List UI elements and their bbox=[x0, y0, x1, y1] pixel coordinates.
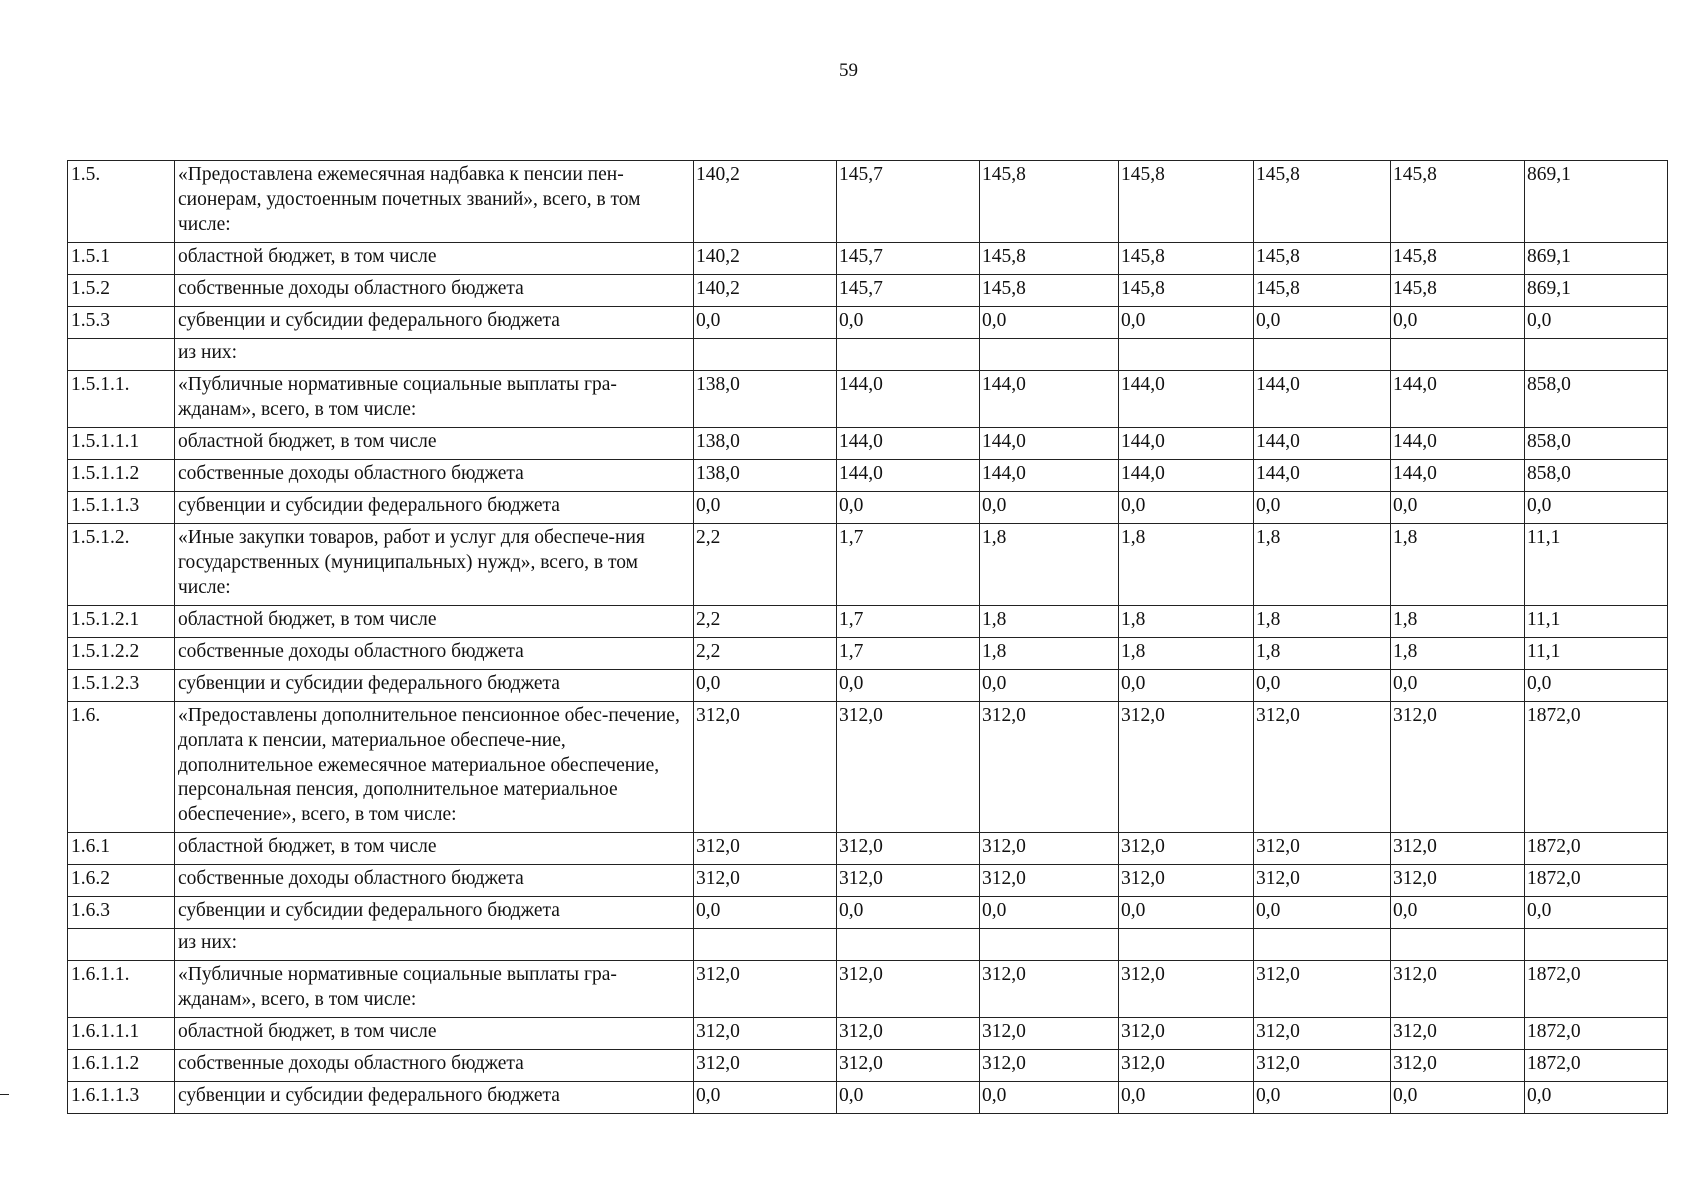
table-row bbox=[68, 929, 1668, 961]
value-cell: 1872,0 bbox=[1525, 865, 1668, 897]
value-cell: 145,8 bbox=[1391, 242, 1525, 274]
value-cell bbox=[1391, 929, 1525, 961]
row-label: собственные доходы областного бюджета bbox=[175, 865, 694, 897]
value-cell: 0,0 bbox=[837, 1082, 980, 1114]
row-label: «Публичные нормативные социальные выплаты гра-жданам», всего, в том числе: bbox=[175, 961, 694, 1018]
value-cell bbox=[1254, 338, 1391, 370]
row-code: 1.5.1 bbox=[68, 242, 175, 274]
value-cell: 145,7 bbox=[837, 242, 980, 274]
row-label: собственные доходы областного бюджета bbox=[175, 459, 694, 491]
value-cell: 0,0 bbox=[1391, 491, 1525, 523]
value-cell: 140,2 bbox=[694, 242, 837, 274]
value-cell: 144,0 bbox=[980, 459, 1119, 491]
value-cell: 1872,0 bbox=[1525, 961, 1668, 1018]
row-code: 1.6.1.1. bbox=[68, 961, 175, 1018]
value-cell: 145,8 bbox=[1391, 161, 1525, 243]
table-row bbox=[68, 833, 1668, 865]
value-cell: 0,0 bbox=[1525, 1082, 1668, 1114]
value-cell: 0,0 bbox=[837, 306, 980, 338]
value-cell bbox=[980, 338, 1119, 370]
value-cell bbox=[694, 338, 837, 370]
value-cell: 312,0 bbox=[1391, 1018, 1525, 1050]
table-row bbox=[68, 491, 1668, 523]
value-cell: 1,7 bbox=[837, 605, 980, 637]
value-cell: 312,0 bbox=[1119, 1018, 1254, 1050]
row-code bbox=[68, 929, 175, 961]
row-label: областной бюджет, в том числе bbox=[175, 1018, 694, 1050]
row-code: 1.6.3 bbox=[68, 897, 175, 929]
value-cell: 0,0 bbox=[1525, 897, 1668, 929]
value-cell: 144,0 bbox=[1391, 459, 1525, 491]
value-cell: 0,0 bbox=[1119, 306, 1254, 338]
row-code: 1.6.1 bbox=[68, 833, 175, 865]
value-cell: 869,1 bbox=[1525, 242, 1668, 274]
value-cell: 0,0 bbox=[1525, 491, 1668, 523]
value-cell: 144,0 bbox=[980, 427, 1119, 459]
value-cell: 869,1 bbox=[1525, 274, 1668, 306]
table-row bbox=[68, 865, 1668, 897]
value-cell: 312,0 bbox=[1391, 833, 1525, 865]
value-cell: 0,0 bbox=[980, 669, 1119, 701]
row-code: 1.5.2 bbox=[68, 274, 175, 306]
value-cell: 0,0 bbox=[1525, 306, 1668, 338]
value-cell: 312,0 bbox=[1254, 833, 1391, 865]
row-code: 1.5.1.2.2 bbox=[68, 637, 175, 669]
table-row bbox=[68, 897, 1668, 929]
row-label: из них: bbox=[175, 338, 694, 370]
table-row bbox=[68, 459, 1668, 491]
value-cell: 312,0 bbox=[1119, 961, 1254, 1018]
value-cell: 1,8 bbox=[1119, 523, 1254, 605]
value-cell: 145,8 bbox=[1119, 161, 1254, 243]
margin-mark bbox=[0, 1094, 9, 1095]
row-label: «Иные закупки товаров, работ и услуг для обеспече-ния государственных (муниципальных) нужд», всего, в том числе: bbox=[175, 523, 694, 605]
row-code: 1.5.3 bbox=[68, 306, 175, 338]
value-cell: 312,0 bbox=[694, 865, 837, 897]
value-cell: 312,0 bbox=[1391, 701, 1525, 833]
value-cell: 1,7 bbox=[837, 637, 980, 669]
value-cell: 0,0 bbox=[837, 897, 980, 929]
value-cell: 1,8 bbox=[1391, 523, 1525, 605]
value-cell: 312,0 bbox=[694, 1018, 837, 1050]
value-cell: 1,8 bbox=[1254, 605, 1391, 637]
row-code: 1.5.1.2.1 bbox=[68, 605, 175, 637]
row-label: собственные доходы областного бюджета bbox=[175, 1050, 694, 1082]
value-cell: 2,2 bbox=[694, 605, 837, 637]
value-cell: 312,0 bbox=[837, 961, 980, 1018]
value-cell: 0,0 bbox=[837, 669, 980, 701]
row-code: 1.5.1.2. bbox=[68, 523, 175, 605]
value-cell: 312,0 bbox=[1391, 961, 1525, 1018]
table-row bbox=[68, 161, 1668, 243]
value-cell: 11,1 bbox=[1525, 523, 1668, 605]
row-code: 1.5.1.1.3 bbox=[68, 491, 175, 523]
value-cell: 1,8 bbox=[980, 637, 1119, 669]
row-label: из них: bbox=[175, 929, 694, 961]
value-cell: 1,7 bbox=[837, 523, 980, 605]
value-cell: 144,0 bbox=[837, 427, 980, 459]
table-body bbox=[68, 161, 1668, 1114]
value-cell: 312,0 bbox=[837, 1050, 980, 1082]
row-code: 1.5.1.1.2 bbox=[68, 459, 175, 491]
value-cell: 312,0 bbox=[1254, 1018, 1391, 1050]
value-cell: 869,1 bbox=[1525, 161, 1668, 243]
value-cell: 1872,0 bbox=[1525, 1018, 1668, 1050]
row-label: областной бюджет, в том числе bbox=[175, 427, 694, 459]
row-code: 1.6. bbox=[68, 701, 175, 833]
value-cell: 0,0 bbox=[980, 897, 1119, 929]
value-cell: 312,0 bbox=[980, 961, 1119, 1018]
value-cell: 312,0 bbox=[1254, 865, 1391, 897]
value-cell: 858,0 bbox=[1525, 427, 1668, 459]
table-row bbox=[68, 605, 1668, 637]
value-cell: 312,0 bbox=[980, 1018, 1119, 1050]
value-cell: 312,0 bbox=[1391, 865, 1525, 897]
table-row bbox=[68, 274, 1668, 306]
value-cell: 145,8 bbox=[980, 242, 1119, 274]
value-cell bbox=[1119, 929, 1254, 961]
row-code: 1.5. bbox=[68, 161, 175, 243]
table-row bbox=[68, 669, 1668, 701]
value-cell: 0,0 bbox=[980, 306, 1119, 338]
value-cell: 312,0 bbox=[1119, 833, 1254, 865]
value-cell: 312,0 bbox=[980, 833, 1119, 865]
row-label: областной бюджет, в том числе bbox=[175, 242, 694, 274]
value-cell: 1,8 bbox=[1391, 605, 1525, 637]
value-cell: 0,0 bbox=[694, 491, 837, 523]
value-cell bbox=[694, 929, 837, 961]
value-cell: 145,7 bbox=[837, 274, 980, 306]
value-cell: 145,7 bbox=[837, 161, 980, 243]
value-cell: 144,0 bbox=[1254, 427, 1391, 459]
row-code: 1.6.2 bbox=[68, 865, 175, 897]
row-label: собственные доходы областного бюджета bbox=[175, 637, 694, 669]
value-cell: 0,0 bbox=[1254, 669, 1391, 701]
table-row bbox=[68, 427, 1668, 459]
value-cell: 145,8 bbox=[1254, 274, 1391, 306]
row-label: субвенции и субсидии федерального бюджета bbox=[175, 491, 694, 523]
value-cell: 312,0 bbox=[980, 1050, 1119, 1082]
value-cell: 144,0 bbox=[837, 459, 980, 491]
value-cell: 312,0 bbox=[1119, 701, 1254, 833]
value-cell: 312,0 bbox=[837, 833, 980, 865]
table-row bbox=[68, 1018, 1668, 1050]
value-cell bbox=[1119, 338, 1254, 370]
value-cell: 0,0 bbox=[837, 491, 980, 523]
value-cell: 144,0 bbox=[1254, 370, 1391, 427]
value-cell: 1,8 bbox=[1119, 605, 1254, 637]
row-label: собственные доходы областного бюджета bbox=[175, 274, 694, 306]
value-cell: 0,0 bbox=[1391, 1082, 1525, 1114]
row-code: 1.5.1.1.1 bbox=[68, 427, 175, 459]
row-label: «Публичные нормативные социальные выплаты гра-жданам», всего, в том числе: bbox=[175, 370, 694, 427]
value-cell: 312,0 bbox=[1391, 1050, 1525, 1082]
value-cell: 0,0 bbox=[1119, 491, 1254, 523]
value-cell: 0,0 bbox=[1254, 1082, 1391, 1114]
value-cell: 312,0 bbox=[1119, 1050, 1254, 1082]
table-row bbox=[68, 1082, 1668, 1114]
value-cell: 145,8 bbox=[1119, 274, 1254, 306]
row-label: областной бюджет, в том числе bbox=[175, 605, 694, 637]
value-cell: 11,1 bbox=[1525, 605, 1668, 637]
value-cell: 138,0 bbox=[694, 459, 837, 491]
value-cell: 1872,0 bbox=[1525, 1050, 1668, 1082]
row-code: 1.6.1.1.1 bbox=[68, 1018, 175, 1050]
value-cell: 312,0 bbox=[1254, 1050, 1391, 1082]
value-cell: 145,8 bbox=[1119, 242, 1254, 274]
value-cell: 1,8 bbox=[980, 523, 1119, 605]
value-cell: 0,0 bbox=[980, 1082, 1119, 1114]
value-cell: 312,0 bbox=[980, 701, 1119, 833]
value-cell: 1,8 bbox=[1254, 523, 1391, 605]
table-row bbox=[68, 1050, 1668, 1082]
value-cell: 144,0 bbox=[1119, 370, 1254, 427]
value-cell: 0,0 bbox=[694, 897, 837, 929]
table-row bbox=[68, 370, 1668, 427]
value-cell: 138,0 bbox=[694, 370, 837, 427]
value-cell: 0,0 bbox=[1525, 669, 1668, 701]
value-cell: 0,0 bbox=[1119, 669, 1254, 701]
value-cell: 858,0 bbox=[1525, 370, 1668, 427]
row-code bbox=[68, 338, 175, 370]
row-label: областной бюджет, в том числе bbox=[175, 833, 694, 865]
value-cell: 0,0 bbox=[1119, 897, 1254, 929]
value-cell bbox=[837, 929, 980, 961]
row-label: субвенции и субсидии федерального бюджета bbox=[175, 306, 694, 338]
value-cell: 145,8 bbox=[1254, 161, 1391, 243]
table-row bbox=[68, 637, 1668, 669]
value-cell bbox=[1254, 929, 1391, 961]
row-label: «Предоставлены дополнительное пенсионное обес-печение, доплата к пенсии, материальное обеспече-ние, дополнительное ежемесячное материальное обеспечение, персональная пенсия, дополнительное материальное обеспечение», всего, в том числе: bbox=[175, 701, 694, 833]
value-cell bbox=[1525, 338, 1668, 370]
value-cell bbox=[1525, 929, 1668, 961]
value-cell: 312,0 bbox=[1254, 701, 1391, 833]
value-cell: 312,0 bbox=[694, 701, 837, 833]
value-cell: 0,0 bbox=[1119, 1082, 1254, 1114]
row-code: 1.6.1.1.2 bbox=[68, 1050, 175, 1082]
value-cell: 312,0 bbox=[694, 833, 837, 865]
value-cell: 144,0 bbox=[1119, 427, 1254, 459]
row-label: субвенции и субсидии федерального бюджета bbox=[175, 897, 694, 929]
value-cell: 0,0 bbox=[1254, 306, 1391, 338]
table-row bbox=[68, 523, 1668, 605]
table-row bbox=[68, 701, 1668, 833]
table-row bbox=[68, 306, 1668, 338]
value-cell: 1,8 bbox=[1119, 637, 1254, 669]
value-cell: 140,2 bbox=[694, 161, 837, 243]
value-cell: 144,0 bbox=[1254, 459, 1391, 491]
row-label: субвенции и субсидии федерального бюджета bbox=[175, 669, 694, 701]
value-cell: 140,2 bbox=[694, 274, 837, 306]
value-cell: 312,0 bbox=[1254, 961, 1391, 1018]
value-cell: 11,1 bbox=[1525, 637, 1668, 669]
value-cell: 144,0 bbox=[837, 370, 980, 427]
value-cell: 858,0 bbox=[1525, 459, 1668, 491]
value-cell bbox=[837, 338, 980, 370]
value-cell: 0,0 bbox=[694, 669, 837, 701]
value-cell: 138,0 bbox=[694, 427, 837, 459]
row-code: 1.5.1.1. bbox=[68, 370, 175, 427]
value-cell: 2,2 bbox=[694, 523, 837, 605]
value-cell: 144,0 bbox=[1391, 370, 1525, 427]
value-cell: 1872,0 bbox=[1525, 701, 1668, 833]
value-cell bbox=[980, 929, 1119, 961]
row-label: субвенции и субсидии федерального бюджета bbox=[175, 1082, 694, 1114]
value-cell: 1,8 bbox=[1391, 637, 1525, 669]
value-cell: 0,0 bbox=[1254, 897, 1391, 929]
value-cell: 1,8 bbox=[1254, 637, 1391, 669]
value-cell: 145,8 bbox=[1391, 274, 1525, 306]
value-cell: 0,0 bbox=[694, 306, 837, 338]
value-cell: 312,0 bbox=[837, 1018, 980, 1050]
value-cell: 0,0 bbox=[1391, 669, 1525, 701]
value-cell: 0,0 bbox=[1391, 897, 1525, 929]
value-cell: 145,8 bbox=[1254, 242, 1391, 274]
value-cell: 0,0 bbox=[694, 1082, 837, 1114]
value-cell: 312,0 bbox=[694, 1050, 837, 1082]
value-cell: 144,0 bbox=[1119, 459, 1254, 491]
value-cell: 312,0 bbox=[694, 961, 837, 1018]
row-code: 1.6.1.1.3 bbox=[68, 1082, 175, 1114]
page-number: 59 bbox=[839, 60, 858, 81]
value-cell: 145,8 bbox=[980, 161, 1119, 243]
value-cell: 0,0 bbox=[1391, 306, 1525, 338]
row-code: 1.5.1.2.3 bbox=[68, 669, 175, 701]
table-row bbox=[68, 961, 1668, 1018]
value-cell: 1,8 bbox=[980, 605, 1119, 637]
value-cell: 312,0 bbox=[837, 865, 980, 897]
value-cell: 0,0 bbox=[980, 491, 1119, 523]
value-cell bbox=[1391, 338, 1525, 370]
value-cell: 312,0 bbox=[837, 701, 980, 833]
budget-table bbox=[67, 160, 1668, 1114]
value-cell: 144,0 bbox=[980, 370, 1119, 427]
value-cell: 0,0 bbox=[1254, 491, 1391, 523]
value-cell: 144,0 bbox=[1391, 427, 1525, 459]
value-cell: 312,0 bbox=[980, 865, 1119, 897]
value-cell: 312,0 bbox=[1119, 865, 1254, 897]
value-cell: 2,2 bbox=[694, 637, 837, 669]
table-row bbox=[68, 338, 1668, 370]
row-label: «Предоставлена ежемесячная надбавка к пенсии пен-сионерам, удостоенным почетных званий», всего, в том числе: bbox=[175, 161, 694, 243]
value-cell: 145,8 bbox=[980, 274, 1119, 306]
table-row bbox=[68, 242, 1668, 274]
value-cell: 1872,0 bbox=[1525, 833, 1668, 865]
